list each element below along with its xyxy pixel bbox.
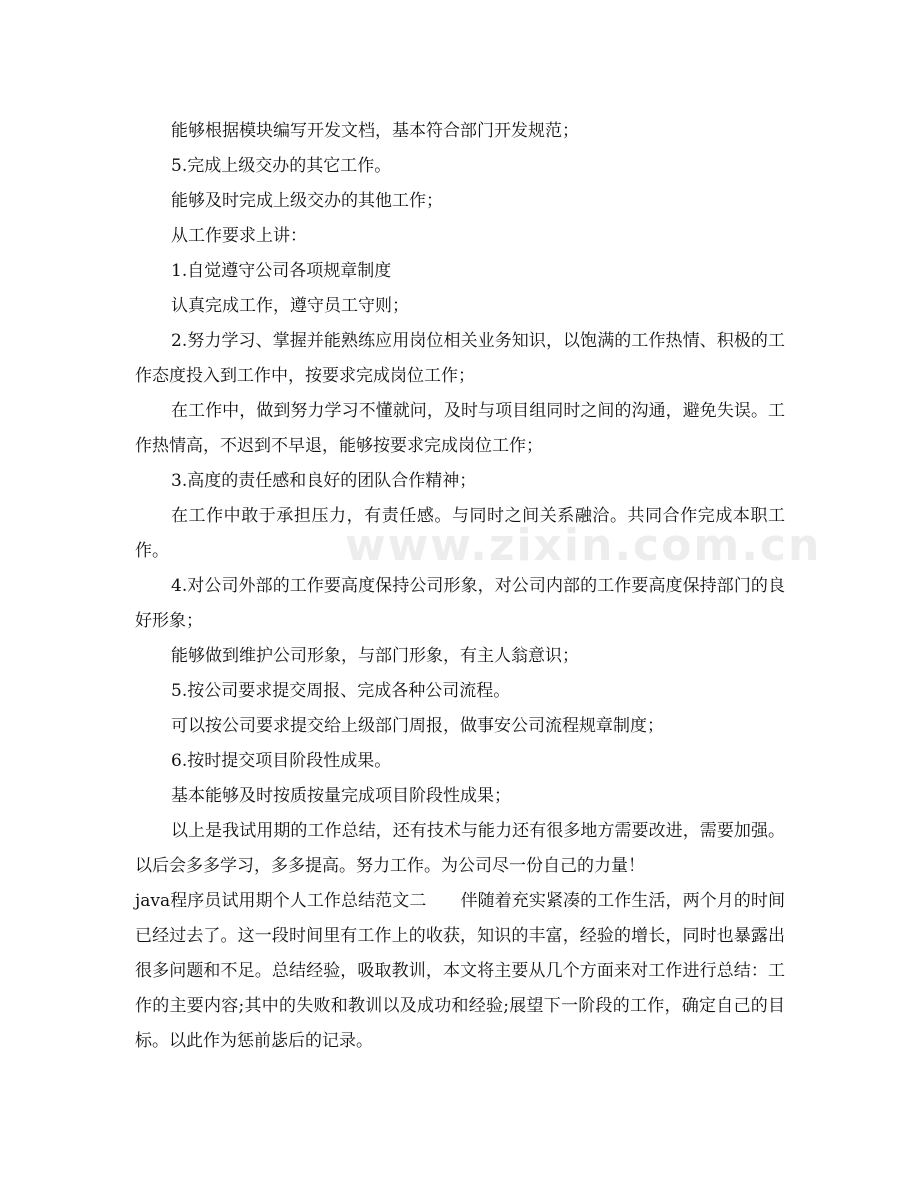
document-body <box>135 114 785 1059</box>
paragraph-milestones-detail: 基本能够及时按质按量完成项目阶段性成果； <box>171 786 511 806</box>
paragraph-module-docs: 能够根据模块编写开发文档，基本符合部门开发规范； <box>171 121 579 141</box>
paragraph-sample-two: java程序员试用期个人工作总结范文二 伴随着充实紧凑的工作生活，两个月的时间已经过去了。这一段时间里有工作上的收获，知识的丰富，经验的增长，同时也暴露出很多问题和不足。总结经验，吸取教训，本文将主要从几个方面来对工作进行总结：工作的主要内容;其中的失败和教训以及成功和经验;展望下一阶段的工作，确定自己的目标。以此作为惩前毖后的记录。 <box>135 891 785 1051</box>
paragraph-item-5-other-work: 5.完成上级交办的其它工作。 <box>171 156 392 176</box>
paragraph-image-detail: 能够做到维护公司形象，与部门形象，有主人翁意识； <box>171 646 579 666</box>
paragraph-item-2-learning: 2.努力学习、掌握并能熟练应用岗位相关业务知识，以饱满的工作热情、积极的工作态度投入到工作中，按要求完成岗位工作； <box>135 331 785 386</box>
paragraph-follow-rules: 认真完成工作，遵守员工守则； <box>171 296 409 316</box>
watermark: www.zixin.com.cn <box>345 520 822 571</box>
paragraph-item-4-image: 4.对公司外部的工作要高度保持公司形象，对公司内部的工作要高度保持部门的良好形象； <box>135 576 785 631</box>
paragraph-item-1-rules: 1.自觉遵守公司各项规章制度 <box>171 261 392 281</box>
paragraph-item-5-weekly-report: 5.按公司要求提交周报、完成各种公司流程。 <box>171 681 511 701</box>
paragraph-work-requirements-heading: 从工作要求上讲： <box>171 226 307 246</box>
paragraph-teamwork-detail: 在工作中敢于承担压力，有责任感。与同时之间关系融洽。共同合作完成本职工作。 <box>135 506 785 561</box>
paragraph-item-3-teamwork: 3.高度的责任感和良好的团队合作精神； <box>171 471 477 491</box>
paragraph-summary: 以上是我试用期的工作总结，还有技术与能力还有很多地方需要改进，需要加强。以后会多多学习，多多提高。努力工作。为公司尽一份自己的力量！ <box>135 821 785 876</box>
paragraph-weekly-report-detail: 可以按公司要求提交给上级部门周报，做事安公司流程规章制度； <box>171 716 664 736</box>
paragraph-timely-completion: 能够及时完成上级交办的其他工作； <box>171 191 443 211</box>
paragraph-learning-detail: 在工作中，做到努力学习不懂就问，及时与项目组同时之间的沟通，避免失误。工作热情高，不迟到不早退，能够按要求完成岗位工作； <box>135 401 785 456</box>
paragraph-item-6-milestones: 6.按时提交项目阶段性成果。 <box>171 751 392 771</box>
